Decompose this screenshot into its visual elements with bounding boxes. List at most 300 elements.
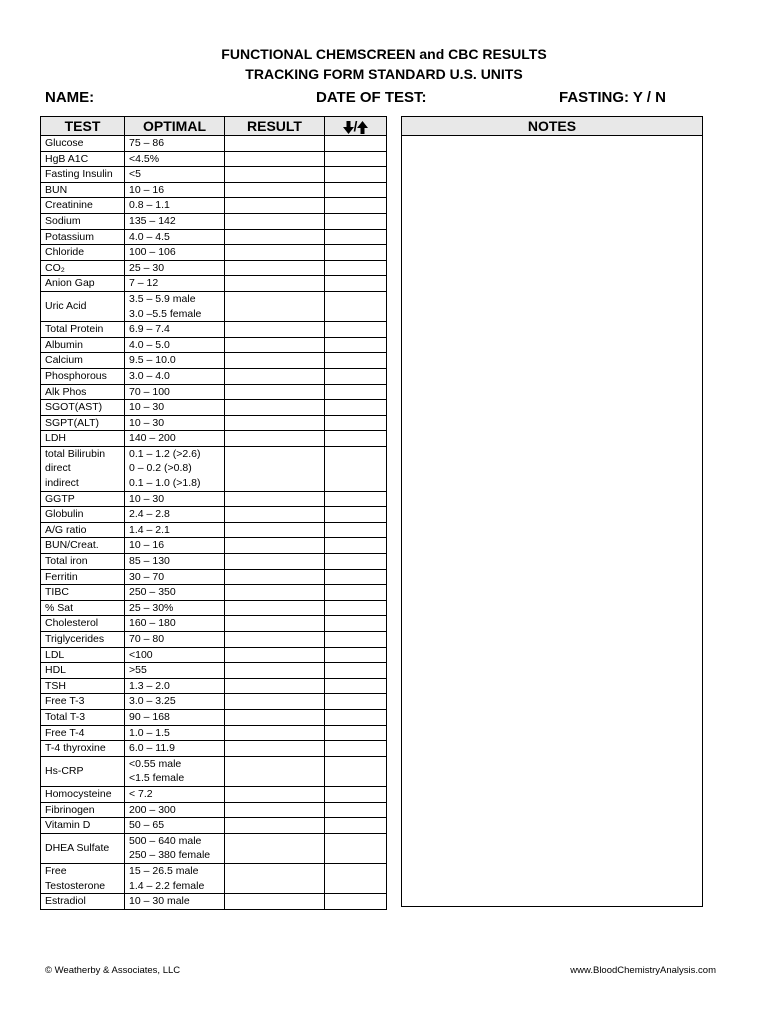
- test-name-cell-line: BUN: [45, 183, 68, 196]
- optimal-range-cell: [125, 725, 225, 741]
- table-row: [41, 647, 387, 663]
- optimal-range-cell: [125, 167, 225, 183]
- optimal-range-cell: [125, 151, 225, 167]
- test-name-cell-line: Homocysteine: [45, 787, 112, 800]
- optimal-range-cell: [125, 863, 225, 893]
- result-cell[interactable]: [225, 863, 325, 893]
- result-cell[interactable]: [225, 616, 325, 632]
- result-cell[interactable]: [225, 213, 325, 229]
- trend-cell[interactable]: [325, 415, 387, 431]
- test-name-cell-line: GGTP: [45, 492, 75, 505]
- test-name-cell: [41, 894, 125, 910]
- test-name-cell-line: HDL: [45, 664, 67, 677]
- table-row: [41, 569, 387, 585]
- table-header-row: [41, 117, 387, 136]
- optimal-range-cell: [125, 291, 225, 321]
- test-name-cell: [41, 709, 125, 725]
- up-arrow-icon: [357, 121, 368, 134]
- optimal-range-cell-line: 0.8 – 1.1: [129, 199, 170, 212]
- optimal-range-cell-line: 500 – 640 male: [129, 834, 202, 847]
- test-name-cell: [41, 569, 125, 585]
- optimal-range-cell: [125, 276, 225, 292]
- test-name-cell-line: indirect: [45, 477, 79, 490]
- optimal-range-cell: [125, 245, 225, 261]
- trend-cell[interactable]: [325, 368, 387, 384]
- optimal-range-cell: [125, 198, 225, 214]
- test-name-cell: [41, 600, 125, 616]
- optimal-range-cell-line: 100 – 106: [129, 246, 176, 259]
- optimal-range-cell: [125, 182, 225, 198]
- table-row: [41, 786, 387, 802]
- optimal-range-cell: [125, 694, 225, 710]
- optimal-range-cell-line: 6.0 – 11.9: [129, 742, 175, 755]
- table-row: [41, 198, 387, 214]
- test-name-cell-line: TIBC: [45, 586, 69, 599]
- trend-cell[interactable]: [325, 663, 387, 679]
- trend-cell[interactable]: [325, 431, 387, 447]
- optimal-range-cell-line: 25 – 30%: [129, 601, 174, 614]
- optimal-range-cell-line: 250 – 380 female: [129, 849, 211, 862]
- trend-cell[interactable]: [325, 522, 387, 538]
- result-cell[interactable]: [225, 600, 325, 616]
- optimal-range-cell-line: 10 – 30: [129, 492, 165, 505]
- optimal-range-cell: [125, 384, 225, 400]
- table-row: [41, 554, 387, 570]
- notes-header: NOTES: [402, 117, 702, 136]
- table-row: [41, 632, 387, 648]
- result-cell[interactable]: [225, 136, 325, 152]
- optimal-range-cell: [125, 756, 225, 786]
- trend-cell[interactable]: [325, 245, 387, 261]
- test-name-cell-line: TSH: [45, 679, 66, 692]
- optimal-range-cell: [125, 353, 225, 369]
- test-name-cell: [41, 491, 125, 507]
- trend-cell[interactable]: [325, 678, 387, 694]
- optimal-range-cell-line: 250 – 350: [129, 586, 176, 599]
- trend-cell[interactable]: [325, 337, 387, 353]
- optimal-range-cell: [125, 647, 225, 663]
- optimal-range-cell: [125, 833, 225, 863]
- optimal-range-cell-line: 15 – 26.5 male: [129, 864, 199, 877]
- test-name-cell-line: DHEA Sulfate: [45, 842, 110, 855]
- table-row: [41, 863, 387, 893]
- form-title-line1: FUNCTIONAL CHEMSCREEN and CBC RESULTS: [221, 46, 547, 62]
- table-row: [41, 507, 387, 523]
- optimal-range-cell-line: <5: [129, 168, 141, 181]
- result-cell[interactable]: [225, 415, 325, 431]
- optimal-range-cell-line: 10 – 30: [129, 416, 165, 429]
- optimal-range-cell-line: 1.4 – 2.2 female: [129, 879, 205, 892]
- result-cell[interactable]: [225, 491, 325, 507]
- test-name-cell-line: Albumin: [45, 338, 83, 351]
- optimal-range-cell: [125, 431, 225, 447]
- result-cell[interactable]: [225, 182, 325, 198]
- result-cell[interactable]: [225, 632, 325, 648]
- test-name-cell: [41, 291, 125, 321]
- trend-cell[interactable]: [325, 260, 387, 276]
- optimal-range-cell: [125, 569, 225, 585]
- optimal-range-cell-line: 30 – 70: [129, 570, 165, 583]
- result-cell[interactable]: [225, 384, 325, 400]
- optimal-range-cell-line: 1.0 – 1.5: [129, 726, 170, 739]
- test-name-cell: [41, 337, 125, 353]
- optimal-range-cell-line: 85 – 130: [129, 555, 170, 568]
- test-name-cell: [41, 741, 125, 757]
- trend-cell[interactable]: [325, 538, 387, 554]
- optimal-range-cell-line: 0.1 – 1.2 (>2.6): [129, 447, 201, 460]
- result-cell[interactable]: [225, 368, 325, 384]
- trend-cell[interactable]: [325, 616, 387, 632]
- optimal-range-cell-line: >55: [129, 664, 147, 677]
- test-name-cell-line: Testosterone: [45, 879, 106, 892]
- trend-column-header: [325, 117, 387, 136]
- test-name-cell: [41, 198, 125, 214]
- trend-cell[interactable]: [325, 276, 387, 292]
- test-name-cell-line: Triglycerides: [45, 633, 105, 645]
- table-row: [41, 894, 387, 910]
- optimal-range-cell-line: 10 – 30: [129, 401, 165, 414]
- result-cell[interactable]: [225, 569, 325, 585]
- result-cell[interactable]: [225, 694, 325, 710]
- trend-cell[interactable]: [325, 802, 387, 818]
- test-name-cell-line: Free T-3: [45, 695, 85, 708]
- test-name-cell: [41, 725, 125, 741]
- optimal-range-cell-line: 140 – 200: [129, 432, 176, 445]
- trend-cell[interactable]: [325, 741, 387, 757]
- test-name-cell: [41, 863, 125, 893]
- test-name-cell-line: Anion Gap: [45, 277, 95, 290]
- optimal-range-cell-line: 25 – 30: [129, 261, 165, 274]
- optimal-range-cell-line: 75 – 86: [129, 137, 165, 149]
- test-name-cell: [41, 384, 125, 400]
- test-name-cell: [41, 647, 125, 663]
- optimal-range-cell-line: 9.5 – 10.0: [129, 354, 176, 367]
- result-cell[interactable]: [225, 725, 325, 741]
- optimal-range-cell: [125, 818, 225, 834]
- trend-cell[interactable]: [325, 491, 387, 507]
- trend-cell[interactable]: [325, 291, 387, 321]
- notes-box[interactable]: [401, 116, 703, 907]
- test-name-cell-line: Sodium: [45, 214, 81, 227]
- result-cell[interactable]: [225, 353, 325, 369]
- trend-cell[interactable]: [325, 756, 387, 786]
- lab-results-table: [40, 116, 387, 910]
- optimal-range-cell-line: 10 – 16: [129, 539, 165, 552]
- trend-cell[interactable]: [325, 213, 387, 229]
- trend-cell[interactable]: [325, 818, 387, 834]
- result-cell[interactable]: [225, 663, 325, 679]
- table-row: [41, 678, 387, 694]
- test-name-cell: [41, 400, 125, 416]
- trend-cell[interactable]: [325, 863, 387, 893]
- optimal-range-cell-line: 10 – 16: [129, 183, 165, 196]
- separator-slash: /: [353, 118, 358, 134]
- test-name-cell: [41, 756, 125, 786]
- test-name-cell-line: total Bilirubin: [45, 447, 106, 460]
- test-name-cell: [41, 368, 125, 384]
- trend-cell[interactable]: [325, 694, 387, 710]
- test-name-cell-line: SGPT(ALT): [45, 416, 100, 429]
- test-name-cell-line: HgB A1C: [45, 152, 89, 165]
- result-cell[interactable]: [225, 276, 325, 292]
- optimal-range-cell-line: 3.0 – 3.25: [129, 695, 176, 708]
- table-row: [41, 322, 387, 338]
- test-name-cell-line: Ferritin: [45, 570, 78, 583]
- result-cell[interactable]: [225, 337, 325, 353]
- result-cell[interactable]: [225, 894, 325, 910]
- test-name-cell: [41, 585, 125, 601]
- trend-cell[interactable]: [325, 198, 387, 214]
- optimal-range-cell-line: 7 – 12: [129, 277, 159, 290]
- table-row: [41, 694, 387, 710]
- test-name-cell: [41, 694, 125, 710]
- result-cell[interactable]: [225, 818, 325, 834]
- optimal-range-cell-line: < 7.2: [129, 787, 153, 800]
- table-row: [41, 741, 387, 757]
- test-name-cell: [41, 213, 125, 229]
- test-name-cell: [41, 678, 125, 694]
- optimal-range-cell: [125, 600, 225, 616]
- trend-cell[interactable]: [325, 446, 387, 491]
- result-cell[interactable]: [225, 741, 325, 757]
- optimal-range-cell-line: <0.55 male: [129, 757, 182, 770]
- test-name-cell: [41, 136, 125, 152]
- table-row: [41, 337, 387, 353]
- result-cell[interactable]: [225, 167, 325, 183]
- trend-cell[interactable]: [325, 894, 387, 910]
- optimal-range-cell-line: <4.5%: [129, 152, 160, 165]
- table-row: [41, 368, 387, 384]
- test-name-cell-line: Free: [45, 864, 67, 877]
- table-row: [41, 600, 387, 616]
- optimal-range-cell: [125, 632, 225, 648]
- test-name-cell-line: Vitamin D: [45, 819, 91, 832]
- test-name-cell-line: Globulin: [45, 508, 84, 521]
- trend-cell[interactable]: [325, 554, 387, 570]
- test-name-cell-line: Total T-3: [45, 710, 86, 723]
- result-cell[interactable]: [225, 431, 325, 447]
- trend-cell[interactable]: [325, 384, 387, 400]
- trend-cell[interactable]: [325, 400, 387, 416]
- table-row: [41, 709, 387, 725]
- optimal-range-cell: [125, 894, 225, 910]
- trend-cell[interactable]: [325, 322, 387, 338]
- trend-cell[interactable]: [325, 136, 387, 152]
- test-name-cell-line: Phosphorous: [45, 369, 107, 382]
- date-of-test-label: DATE OF TEST:: [316, 89, 427, 106]
- optimal-range-cell-line: 3.0 –5.5 female: [129, 307, 202, 320]
- optimal-range-cell: [125, 136, 225, 152]
- test-name-cell: [41, 276, 125, 292]
- optimal-range-cell: [125, 260, 225, 276]
- table-row: [41, 431, 387, 447]
- optimal-range-cell: [125, 802, 225, 818]
- result-cell[interactable]: [225, 833, 325, 863]
- test-name-cell-line: SGOT(AST): [45, 401, 103, 414]
- optimal-range-cell: [125, 322, 225, 338]
- table-row: [41, 245, 387, 261]
- fasting-label: FASTING: Y / N: [559, 89, 666, 106]
- result-cell[interactable]: [225, 585, 325, 601]
- table-row: [41, 663, 387, 679]
- table-row: [41, 756, 387, 786]
- optimal-range-cell-line: 4.0 – 5.0: [129, 338, 170, 351]
- optimal-range-cell: [125, 400, 225, 416]
- test-name-cell-line: Chloride: [45, 246, 85, 259]
- optimal-range-cell-line: 0 – 0.2 (>0.8): [129, 462, 192, 475]
- test-name-cell: [41, 415, 125, 431]
- optimal-range-cell-line: 2.4 – 2.8: [129, 508, 170, 521]
- optimal-range-cell: [125, 554, 225, 570]
- trend-cell[interactable]: [325, 569, 387, 585]
- table-row: [41, 538, 387, 554]
- trend-cell[interactable]: [325, 229, 387, 245]
- optimal-range-cell: [125, 709, 225, 725]
- test-name-cell: [41, 802, 125, 818]
- result-cell[interactable]: [225, 554, 325, 570]
- result-cell[interactable]: [225, 198, 325, 214]
- optimal-range-cell-line: 4.0 – 4.5: [129, 230, 170, 243]
- optimal-range-cell: [125, 585, 225, 601]
- optimal-range-cell-line: <1.5 female: [129, 772, 185, 785]
- test-name-cell-line: direct: [45, 462, 71, 475]
- optimal-column-header: OPTIMAL: [125, 117, 225, 136]
- test-name-cell-line: Total Protein: [45, 323, 104, 336]
- result-cell[interactable]: [225, 647, 325, 663]
- trend-cell[interactable]: [325, 600, 387, 616]
- trend-cell[interactable]: [325, 833, 387, 863]
- result-cell[interactable]: [225, 678, 325, 694]
- table-row: [41, 182, 387, 198]
- test-name-cell: [41, 182, 125, 198]
- website-footer: www.BloodChemistryAnalysis.com: [570, 965, 716, 976]
- result-cell[interactable]: [225, 709, 325, 725]
- trend-cell[interactable]: [325, 585, 387, 601]
- trend-cell[interactable]: [325, 167, 387, 183]
- test-name-cell-line: Alk Phos: [45, 385, 87, 398]
- result-cell[interactable]: [225, 446, 325, 491]
- result-cell[interactable]: [225, 756, 325, 786]
- optimal-range-cell: [125, 368, 225, 384]
- test-name-cell-line: T-4 thyroxine: [45, 742, 106, 755]
- result-cell[interactable]: [225, 151, 325, 167]
- optimal-range-cell-line: 3.5 – 5.9 male: [129, 292, 196, 305]
- test-name-cell: [41, 229, 125, 245]
- result-cell[interactable]: [225, 538, 325, 554]
- optimal-range-cell: [125, 522, 225, 538]
- test-name-cell-line: Estradiol: [45, 895, 86, 908]
- table-row: [41, 260, 387, 276]
- result-cell[interactable]: [225, 522, 325, 538]
- test-name-cell: [41, 522, 125, 538]
- optimal-range-cell: [125, 446, 225, 491]
- optimal-range-cell-line: 1.4 – 2.1: [129, 523, 170, 536]
- test-column-header: TEST: [41, 117, 125, 136]
- optimal-range-cell: [125, 415, 225, 431]
- table-row: [41, 167, 387, 183]
- optimal-range-cell-line: 1.3 – 2.0: [129, 679, 170, 692]
- table-row: [41, 276, 387, 292]
- test-name-cell: [41, 554, 125, 570]
- optimal-range-cell: [125, 616, 225, 632]
- trend-cell[interactable]: [325, 182, 387, 198]
- test-name-cell: [41, 663, 125, 679]
- optimal-range-cell: [125, 213, 225, 229]
- trend-cell[interactable]: [325, 151, 387, 167]
- test-name-cell-line: Free T-4: [45, 726, 85, 739]
- table-row: [41, 802, 387, 818]
- result-cell[interactable]: [225, 245, 325, 261]
- table-row: [41, 491, 387, 507]
- test-name-cell: [41, 167, 125, 183]
- result-cell[interactable]: [225, 260, 325, 276]
- optimal-range-cell: [125, 663, 225, 679]
- test-name-cell: [41, 151, 125, 167]
- table-row: [41, 229, 387, 245]
- optimal-range-cell: [125, 491, 225, 507]
- test-name-cell-line: Total iron: [45, 555, 88, 568]
- optimal-range-cell: [125, 678, 225, 694]
- trend-cell[interactable]: [325, 725, 387, 741]
- test-name-cell: [41, 818, 125, 834]
- trend-cell[interactable]: [325, 786, 387, 802]
- test-name-cell: [41, 431, 125, 447]
- result-cell[interactable]: [225, 291, 325, 321]
- table-row: [41, 136, 387, 152]
- trend-cell[interactable]: [325, 353, 387, 369]
- result-cell[interactable]: [225, 507, 325, 523]
- result-cell[interactable]: [225, 786, 325, 802]
- test-name-cell-line: Fasting Insulin: [45, 168, 113, 181]
- optimal-range-cell: [125, 741, 225, 757]
- optimal-range-cell-line: 135 – 142: [129, 214, 176, 227]
- result-cell[interactable]: [225, 322, 325, 338]
- name-label: NAME:: [45, 89, 95, 106]
- result-cell[interactable]: [225, 802, 325, 818]
- result-cell[interactable]: [225, 229, 325, 245]
- table-row: [41, 400, 387, 416]
- test-name-cell-line: CO₂: [45, 261, 65, 274]
- trend-cell[interactable]: [325, 709, 387, 725]
- test-name-cell-line: LDL: [45, 648, 65, 661]
- optimal-range-cell: [125, 507, 225, 523]
- table-row: [41, 522, 387, 538]
- optimal-range-cell-line: 10 – 30 male: [129, 895, 190, 908]
- trend-cell[interactable]: [325, 647, 387, 663]
- test-name-cell-line: BUN/Creat.: [45, 539, 99, 552]
- copyright-footer: © Weatherby & Associates, LLC: [45, 965, 181, 976]
- trend-cell[interactable]: [325, 632, 387, 648]
- table-row: [41, 384, 387, 400]
- result-cell[interactable]: [225, 400, 325, 416]
- optimal-range-cell-line: 70 – 80: [129, 633, 165, 645]
- table-row: [41, 151, 387, 167]
- optimal-range-cell-line: 200 – 300: [129, 803, 176, 816]
- optimal-range-cell: [125, 229, 225, 245]
- optimal-range-cell: [125, 786, 225, 802]
- test-name-cell-line: LDH: [45, 432, 67, 445]
- test-name-cell-line: Glucose: [45, 137, 84, 149]
- down-arrow-icon: [343, 121, 354, 134]
- optimal-range-cell-line: 6.9 – 7.4: [129, 323, 170, 336]
- table-row: [41, 585, 387, 601]
- trend-cell[interactable]: [325, 507, 387, 523]
- optimal-range-cell-line: 160 – 180: [129, 617, 176, 630]
- optimal-range-cell-line: 3.0 – 4.0: [129, 369, 170, 382]
- lab-table-body: [41, 136, 387, 910]
- table-row: [41, 725, 387, 741]
- test-name-cell: [41, 322, 125, 338]
